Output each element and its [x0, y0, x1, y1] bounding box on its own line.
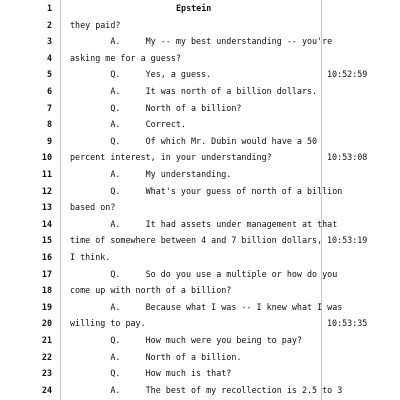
line-number: 11: [41, 169, 52, 179]
line-number: 14: [41, 218, 52, 229]
line-text: A. It was north of a billion dollars.: [70, 86, 318, 96]
line-number: 10: [41, 152, 52, 163]
transcript-line: [0, 166, 400, 183]
line-text: A. My understanding.: [70, 169, 232, 179]
line-text: Q. Yes, a guess.: [70, 69, 212, 80]
transcript-line: [0, 17, 400, 34]
transcript-line: [0, 116, 400, 133]
timestamp: 10:53:08: [327, 152, 368, 163]
transcript-line: [0, 100, 400, 117]
line-text: A. North of a billion.: [70, 351, 242, 362]
line-text: Q. How much is that?: [70, 368, 232, 379]
line-text: Q. North of a billion?: [70, 102, 242, 113]
line-number: 19: [41, 301, 52, 312]
transcript-line: [0, 83, 400, 100]
line-number: 15: [41, 235, 52, 246]
transcript-line: [0, 249, 400, 266]
timestamp: 10:53:19: [327, 235, 368, 246]
transcript-line: [0, 50, 400, 67]
line-text: percent interest, in your understanding?: [70, 152, 272, 163]
line-number: 17: [41, 268, 52, 279]
transcript-line: [0, 232, 400, 249]
line-number: 9: [46, 135, 52, 146]
line-text: A. My -- my best understanding -- you're: [70, 36, 333, 47]
witness-name-header: Epstein: [176, 3, 212, 13]
line-text: come up with north of a billion?: [70, 285, 232, 296]
transcript-line: [0, 282, 400, 299]
line-number: 1: [46, 3, 52, 13]
line-number: 24: [41, 384, 52, 395]
transcript-line: [0, 365, 400, 382]
transcript-line: [0, 299, 400, 316]
transcript-line: [0, 149, 400, 166]
transcript-line: [0, 266, 400, 283]
line-text: A. The best of my recollection is 2.5 to 3: [70, 384, 343, 395]
transcript-line: [0, 66, 400, 83]
line-number: 20: [41, 318, 52, 329]
line-number: 4: [46, 52, 52, 63]
line-number: 8: [46, 119, 52, 130]
line-text: A. Because what I was -- I knew what I was: [70, 301, 343, 312]
transcript-line: [0, 33, 400, 50]
transcript-line: [0, 382, 400, 399]
transcript-line: [0, 216, 400, 233]
line-number: 23: [41, 368, 52, 379]
line-number: 12: [41, 185, 52, 196]
line-text: Q. How much were you being to pay?: [70, 335, 302, 345]
line-text: Q. So do you use a multiple or how do you: [70, 268, 338, 279]
line-number: 7: [46, 102, 52, 113]
line-text: they paid?: [70, 19, 121, 30]
line-text: A. Correct.: [70, 119, 186, 130]
line-text: asking me for a guess?: [70, 52, 181, 63]
line-text: Q. Of which Mr. Dubin would have a 50: [70, 135, 318, 146]
transcript-line: [0, 199, 400, 216]
page-header-line: [0, 0, 400, 17]
line-number: 18: [41, 285, 52, 296]
transcript-line: [0, 332, 400, 349]
line-text: A. It had assets under management at that: [70, 218, 338, 229]
line-text: willing to pay.: [70, 318, 146, 329]
line-text: time of somewhere between 4 and 7 billion dollars,: [70, 235, 323, 246]
transcript-line: [0, 315, 400, 332]
timestamp: 10:53:35: [327, 318, 368, 329]
line-text: Q. What's your guess of north of a billion: [70, 185, 343, 196]
line-text: I think.: [70, 252, 111, 262]
line-number: 22: [41, 351, 52, 362]
line-number: 2: [46, 19, 52, 30]
line-number: 13: [41, 202, 52, 213]
timestamp: 10:52:59: [327, 69, 368, 80]
transcript-line: [0, 349, 400, 366]
line-text: based on?: [70, 202, 116, 213]
line-number: 3: [46, 36, 52, 47]
line-number: 6: [46, 86, 52, 96]
transcript-line: [0, 183, 400, 200]
line-number: 21: [41, 335, 52, 345]
line-number: 16: [41, 252, 52, 262]
line-number: 5: [46, 69, 52, 80]
transcript-line: [0, 133, 400, 150]
